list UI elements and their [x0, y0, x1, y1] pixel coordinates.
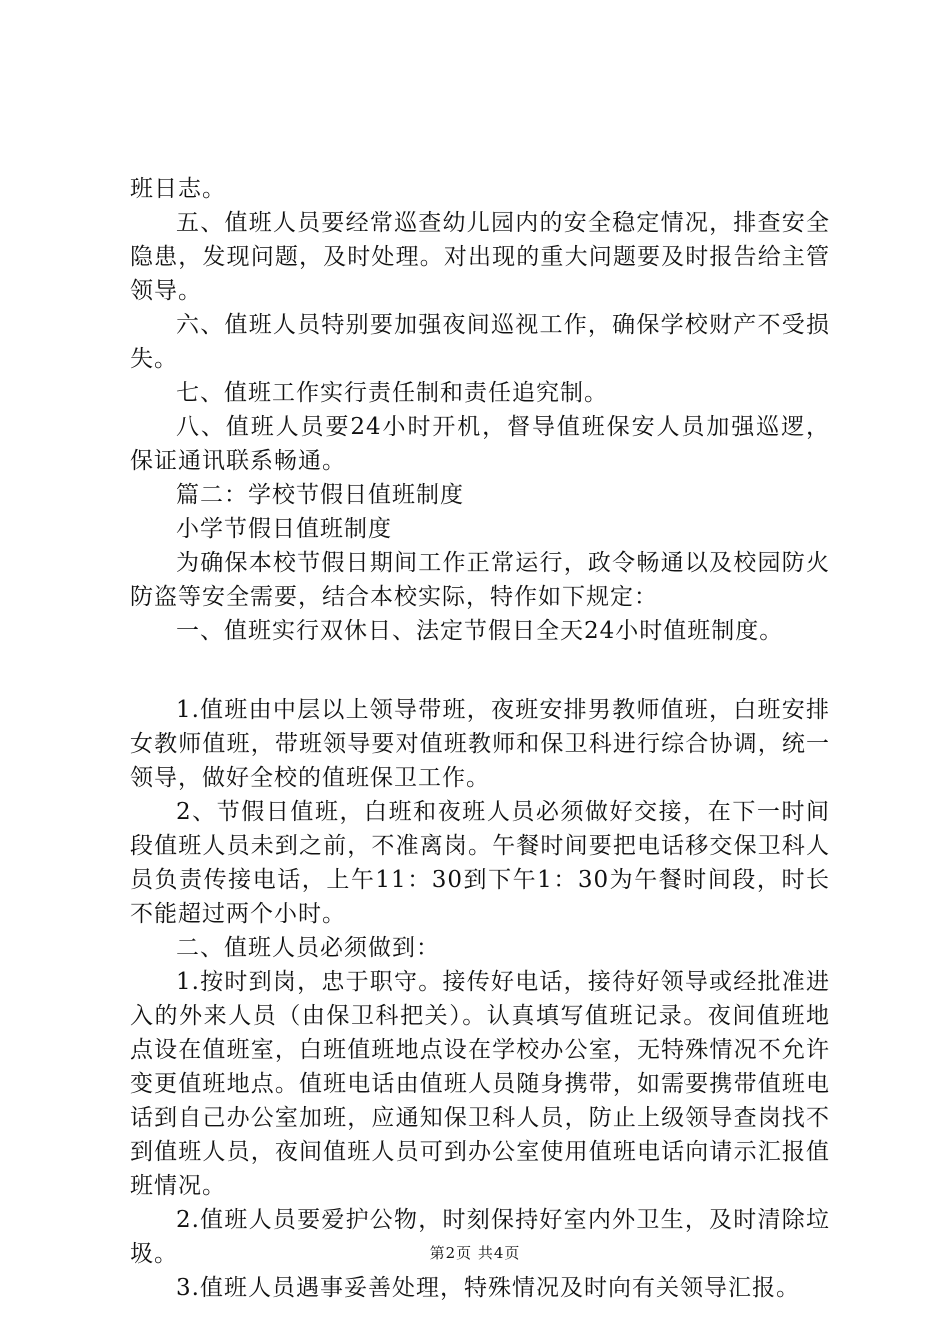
paragraph: 五、值班人员要经常巡查幼儿园内的安全稳定情况，排查安全隐患，发现问题，及时处理。对出现的重大问题要及时报告给主管领导。: [130, 210, 830, 304]
paragraph: 一、值班实行双休日、法定节假日全天24小时值班制度。: [176, 618, 784, 644]
page-footer: [0, 1242, 950, 1263]
blank-line: [130, 648, 830, 693]
paragraph: 1.按时到岗，忠于职守。接传好电话，接待好领导或经批准进入的外来人员（由保卫科把关）。认真填写值班记录。夜间值班地点设在值班室，白班值班地点设在学校办公室，无特殊情况不允许变更值班地点。值班电话由值班人员随身携带，如需要携带值班电话到自己办公室加班，应通知保卫科人员，防止上级领导查岗找不到值班人员，夜间值班人员可到办公室使用值班电话向请示汇报值班情况。: [130, 969, 830, 1199]
section-subheading: 小学节假日值班制度: [176, 516, 392, 542]
paragraph: 二、值班人员必须做到：: [176, 935, 440, 961]
paragraph: 为确保本校节假日期间工作正常运行，政令畅通以及校园防火防盗等安全需要，结合本校实际，特作如下规定：: [130, 550, 830, 610]
paragraph: 六、值班人员特别要加强夜间巡视工作，确保学校财产不受损失。: [130, 312, 830, 372]
paragraph: 1.值班由中层以上领导带班，夜班安排男教师值班，白班安排女教师值班，带班领导要对值班教师和保卫科进行综合协调，统一领导，做好全校的值班保卫工作。: [130, 697, 830, 791]
page-number-label: 第2页 共4页: [429, 1244, 521, 1262]
document-body: [130, 172, 830, 1305]
paragraph: 八、值班人员要24小时开机，督导值班保安人员加强巡逻，保证通讯联系畅通。: [130, 414, 830, 474]
paragraph: 2、节假日值班，白班和夜班人员必须做好交接，在下一时间段值班人员未到之前，不准离岗。午餐时间要把电话移交保卫科人员负责传接电话，上午11：30到下午1：30为午餐时间段，时长不能超过两个小时。: [130, 799, 830, 927]
paragraph: 2.值班人员要爱护公物，时刻保持好室内外卫生，及时清除垃圾。: [130, 1207, 830, 1267]
paragraph: 七、值班工作实行责任制和责任追究制。: [176, 380, 608, 406]
paragraph: 班日志。: [130, 176, 226, 202]
paragraph: 3.值班人员遇事妥善处理，特殊情况及时向有关领导汇报。: [176, 1275, 800, 1301]
section-heading: 篇二：学校节假日值班制度: [176, 482, 464, 508]
